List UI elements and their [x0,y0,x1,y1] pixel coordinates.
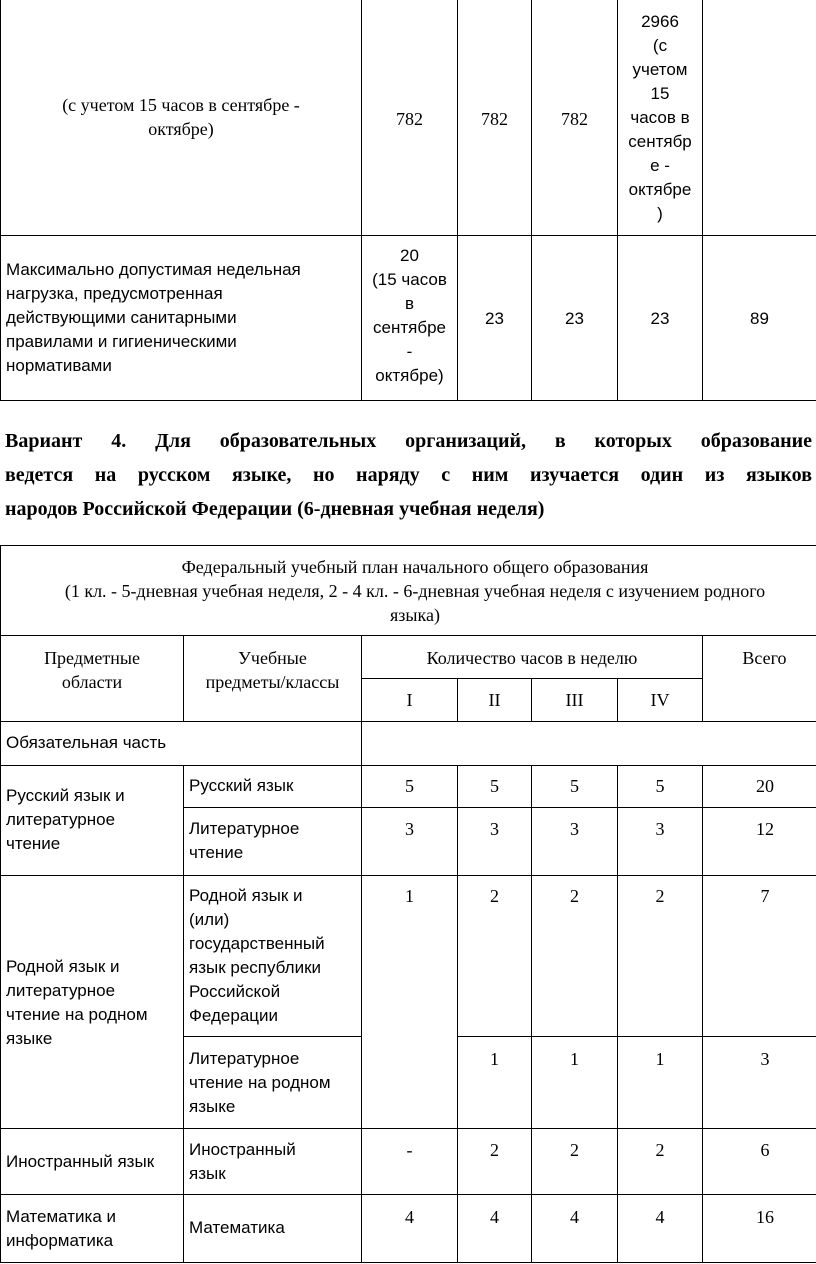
subject-native-literary-reading: Литературное чтение на родном языке [189,1049,331,1116]
table-cell: 4 [570,1207,579,1227]
grade-1: I [406,690,413,710]
area-mathematics: Математика и информатика [6,1207,117,1250]
subject-foreign-language: Иностранный язык [189,1140,296,1183]
col-subjects-header: Учебные предметы/классы [205,648,340,692]
table-cell: 4 [655,1207,665,1227]
table-cell: 5 [490,776,499,796]
grade-2: II [488,690,501,710]
table-cell: 4 [490,1207,499,1227]
row-hours-c3: 782 [561,109,588,129]
table-cell: 2 [655,886,665,906]
table-cell-total: 16 [756,1207,774,1227]
table-cell: 1 [490,1049,499,1069]
table-cell: 3 [405,819,414,839]
table-cell-total: 20 [756,776,774,796]
table-cell: 1 [570,1049,579,1069]
col-total-header: Всего [742,648,787,668]
table-cell: 2 [655,1140,665,1160]
table-cell-total: 6 [760,1140,770,1160]
plan-title: Федеральный учебный план начального общего образования (1 кл. - 5-дневная учебная неделя, 2 - 4 кл. - 6-дневная учебная неделя с изучением родного языка) [64,557,766,625]
table-cell: 2 [570,886,579,906]
row-hours-total: 2966 (с учетом 15 часов в сентябр е - октябре ) [628,12,692,223]
heading-line-2: ведется на русском языке, но наряду с ним изучается один из языков [5,464,812,486]
table-cell: 5 [655,776,665,796]
heading-line-3: народов Российской Федерации (6-дневная учебная неделя) [5,498,545,520]
area-russian: Русский язык и литературное чтение [6,786,125,853]
row-max-c0: 20 (15 часов в сентябре - октябре) [372,246,447,385]
table-cell: 2 [490,1140,499,1160]
table-cell-total: 7 [760,886,770,906]
subject-native-language: Родной язык и (или) государственный язык республики Российской Федерации [189,886,325,1025]
row-hours-c1: 782 [396,109,423,129]
table-cell: 1 [655,1049,665,1069]
mandatory-part-label: Обязательная часть [6,733,167,752]
grade-3: III [565,690,584,710]
subject-russian: Русский язык [189,776,294,795]
table-cell: 3 [655,819,665,839]
subject-mathematics: Математика [189,1218,285,1237]
row-max-c3: 23 [650,309,670,328]
table-cell: 5 [405,776,414,796]
table-cell: 3 [490,819,499,839]
row-max-total: 89 [750,309,769,328]
table-cell-total: 12 [756,819,774,839]
heading-line-1: Вариант 4. Для образовательных организаций, в которых образование [5,430,812,452]
row-max-c1: 23 [485,309,504,328]
subject-literary-reading: Литературное чтение [189,819,300,862]
row-hours-label: (с учетом 15 часов в сентябре - октябре) [62,95,300,139]
col-hours-header: Количество часов в неделю [426,648,638,668]
table-cell: 2 [490,886,499,906]
col-areas-header: Предметные области [44,648,140,692]
row-hours-c2: 782 [481,109,508,129]
table-cell: 1 [405,886,414,906]
table-cell: - [406,1140,413,1160]
row-max-c2: 23 [565,309,584,328]
area-foreign-language: Иностранный язык [6,1152,155,1171]
grade-4: IV [650,690,670,710]
table-cell: 4 [405,1207,414,1227]
table-cell: 5 [570,776,579,796]
table-cell-total: 3 [760,1049,770,1069]
row-max-label: Максимально допустимая недельная нагрузка, предусмотренная действующими санитарными правилами и гигиеническими нормативами [6,260,301,375]
table-cell: 2 [570,1140,579,1160]
table-cell: 3 [570,819,579,839]
area-native-language: Родной язык и литературное чтение на родном языке [6,957,148,1048]
